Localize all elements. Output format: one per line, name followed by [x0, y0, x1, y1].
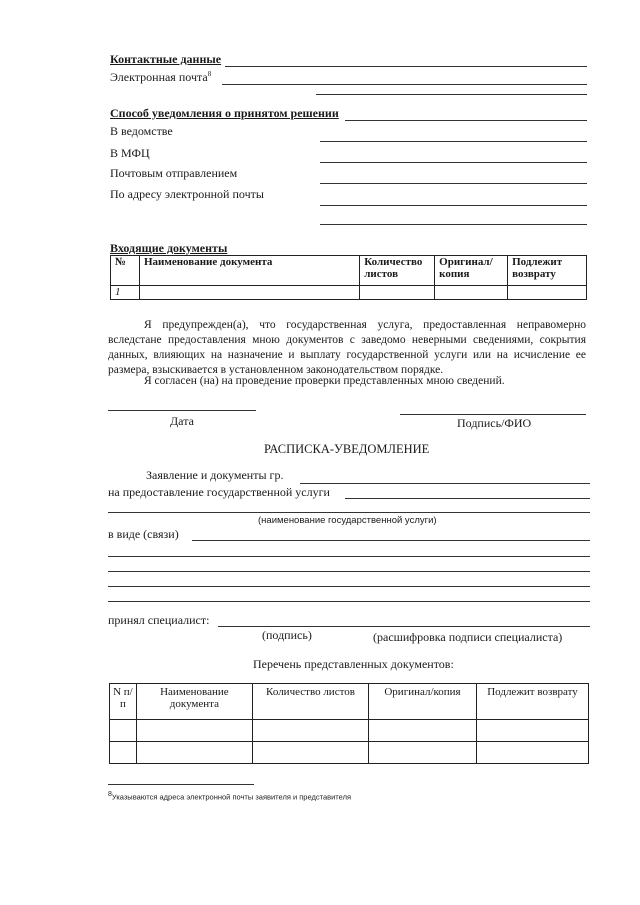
form-label: в виде (связи) — [108, 527, 179, 541]
contacts-heading: Контактные данные — [110, 52, 222, 66]
doclist-col-return: Подлежит возврату — [477, 684, 589, 720]
email-label-text: Электронная почта — [110, 70, 208, 84]
notification-heading-line — [345, 120, 587, 121]
doclist-col-name: Наименование документа — [136, 684, 252, 720]
doclist-cell[interactable] — [253, 742, 369, 764]
sign-caption: (подпись) — [262, 628, 312, 642]
notification-post-line[interactable] — [320, 183, 587, 184]
applicant-name-line[interactable] — [300, 483, 590, 484]
footnote — [108, 791, 351, 802]
email-field-line[interactable] — [222, 84, 587, 85]
incoming-heading: Входящие документы — [110, 241, 228, 255]
incoming-col-name: Наименование документа — [139, 256, 359, 286]
notification-email-line[interactable] — [320, 205, 587, 206]
date-line[interactable] — [108, 410, 256, 411]
doclist-cell[interactable] — [136, 742, 252, 764]
warning-paragraph: Я предупрежден(а), что государственная услуга, предоставленная неправомерно вследстане предоставления мною документов с заведомо неверными сведениями, сокрытия данных, влияющих на назначение и выплату государственной услуги или на исчисление ее размера, взыскивается в установленном законодательством порядке. — [108, 319, 586, 376]
accepted-line[interactable] — [218, 626, 590, 627]
incoming-row-number: 1 — [111, 286, 140, 300]
incoming-col-return: Подлежит возврату — [508, 256, 587, 286]
doclist-cell[interactable] — [477, 742, 589, 764]
notification-option-post: Почтовым отправлением — [110, 166, 238, 180]
receipt-line2: на предоставление государственной услуги — [108, 485, 330, 499]
service-caption: (наименование государственной услуги) — [258, 515, 437, 526]
table-row[interactable] — [110, 720, 589, 742]
receipt-line1: Заявление и документы гр. — [146, 468, 284, 482]
form-line-2[interactable] — [108, 556, 590, 557]
table-row[interactable] — [111, 286, 587, 300]
date-label: Дата — [170, 414, 194, 428]
signature-label: Подпись/ФИО — [457, 416, 532, 430]
incoming-table-header — [111, 256, 587, 286]
accepted-label: принял специалист: — [108, 613, 210, 627]
notification-option-email: По адресу электронной почты — [110, 187, 264, 201]
email-label — [110, 70, 211, 85]
notification-heading: Способ уведомления о принятом решении — [110, 106, 339, 120]
notification-option-mfc: В МФЦ — [110, 146, 150, 160]
footnote-separator — [108, 784, 254, 785]
doclist-col-sheets: Количество листов — [253, 684, 369, 720]
form-line-1[interactable] — [192, 540, 590, 541]
notification-mfc-line[interactable] — [320, 162, 587, 163]
incoming-documents-table — [110, 255, 587, 300]
notification-email-line-2[interactable] — [320, 224, 587, 225]
footnote-mark: 8 — [108, 791, 112, 798]
footnote-text: Указываются адреса электронной почты заявителя и представителя — [111, 792, 352, 802]
email-footnote-mark: 8 — [207, 70, 212, 78]
form-line-3[interactable] — [108, 571, 590, 572]
doclist-cell[interactable] — [136, 720, 252, 742]
doclist-title: Перечень представленных документов: — [253, 657, 454, 671]
receipt-title: РАСПИСКА-УВЕДОМЛЕНИЕ — [264, 442, 430, 456]
incoming-col-number: № — [111, 256, 140, 286]
service-line-2[interactable] — [108, 512, 590, 513]
doclist-table-header — [110, 684, 589, 720]
service-line[interactable] — [345, 498, 590, 499]
doclist-col-original: Оригинал/копия — [368, 684, 476, 720]
doclist-col-number: N п/п — [110, 684, 137, 720]
incoming-cell-return[interactable] — [508, 286, 587, 300]
doclist-cell[interactable] — [368, 742, 476, 764]
email-field-line-2[interactable] — [316, 94, 587, 95]
incoming-col-sheets: Количество листов — [360, 256, 435, 286]
doclist-cell[interactable] — [110, 720, 137, 742]
form-line-4[interactable] — [108, 586, 590, 587]
incoming-cell-original[interactable] — [435, 286, 508, 300]
table-row[interactable] — [110, 742, 589, 764]
incoming-cell-sheets[interactable] — [360, 286, 435, 300]
doclist-cell[interactable] — [110, 742, 137, 764]
signature-line[interactable] — [400, 414, 586, 415]
incoming-col-original: Оригинал/ копия — [435, 256, 508, 286]
doclist-cell[interactable] — [253, 720, 369, 742]
doclist-cell[interactable] — [368, 720, 476, 742]
doclist-cell[interactable] — [477, 720, 589, 742]
notification-option-agency: В ведомстве — [110, 124, 173, 138]
doclist-table — [109, 683, 589, 764]
form-line-5[interactable] — [108, 601, 590, 602]
incoming-cell-name[interactable] — [139, 286, 359, 300]
consent-paragraph: Я согласен (на) на проведение проверки представленных мною сведений. — [144, 375, 505, 387]
contacts-heading-line — [225, 66, 587, 67]
notification-agency-line[interactable] — [320, 141, 587, 142]
decode-caption: (расшифровка подписи специалиста) — [373, 630, 563, 644]
